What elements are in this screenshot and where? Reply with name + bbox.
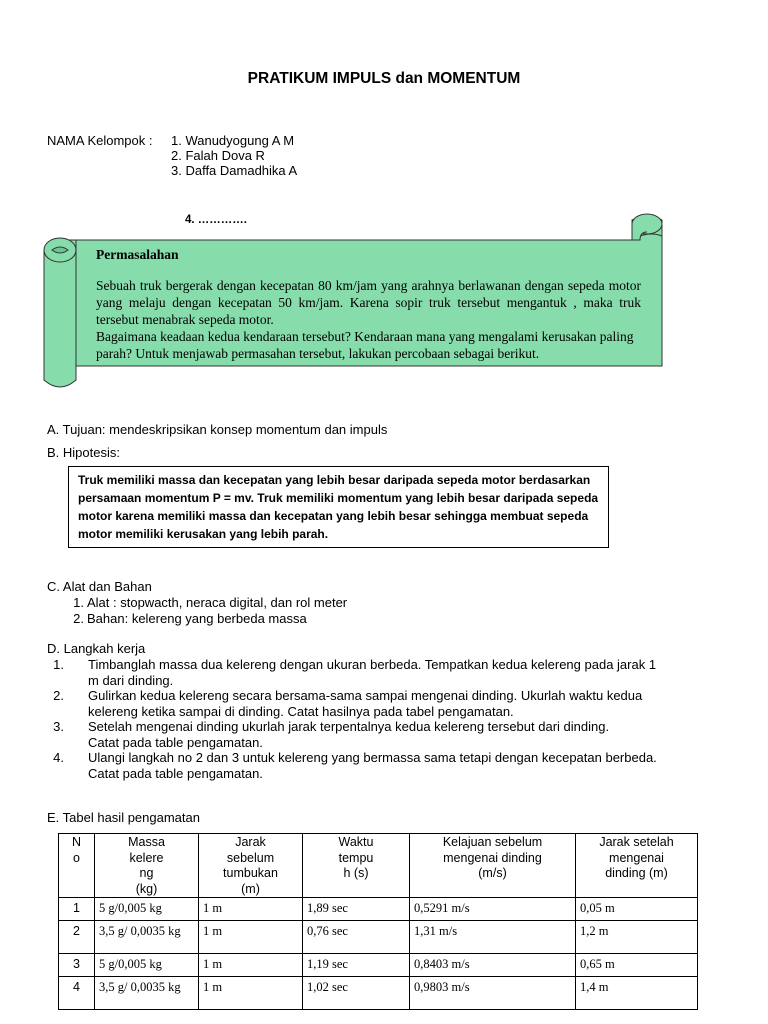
table-row <box>59 921 698 954</box>
table-cell: 4 <box>59 977 95 1010</box>
list-number: 1. <box>73 595 84 610</box>
section-c-heading: C. Alat dan Bahan <box>47 579 152 594</box>
table-cell: 1,02 sec <box>303 977 410 1010</box>
step-number: 4. <box>53 750 64 765</box>
table-cell: 1 m <box>199 954 303 977</box>
table-cell: 1,31 m/s <box>410 921 576 954</box>
table-cell: 0,5291 m/s <box>410 898 576 921</box>
header-mass: Massa kelere ng (kg) <box>95 834 199 898</box>
table-row <box>59 898 698 921</box>
table-cell: 0,9803 m/s <box>410 977 576 1010</box>
observation-table <box>58 833 698 1010</box>
table-cell: 1,19 sec <box>303 954 410 977</box>
problem-text <box>96 277 641 362</box>
group-member-3: 3. Daffa Damadhika A <box>171 163 298 178</box>
group-member-2: 2. Falah Dova R <box>171 148 265 163</box>
table-cell: 3 <box>59 954 95 977</box>
step-line: Catat pada table pengamatan. <box>88 734 263 750</box>
table-cell: 1 m <box>199 977 303 1010</box>
table-cell: 5 g/0,005 kg <box>95 954 199 977</box>
problem-paragraph-2: Bagaimana keadaan kedua kendaraan tersebut? Kendaraan mana yang mengalami kerusakan paling parah? Untuk menjawab permasahan tersebut, lakukan percobaan sebagai berikut. <box>96 329 634 361</box>
table-cell: 3,5 g/ 0,0035 kg <box>95 977 199 1010</box>
table-row <box>59 954 698 977</box>
step-line: kelereng ketika sampai di dinding. Catat hasilnya pada tabel pengamatan. <box>88 703 514 719</box>
header-time: Waktu tempu h (s) <box>303 834 410 898</box>
header-no: N o <box>59 834 95 898</box>
step-line: Gulirkan kedua kelereng secara bersama-sama sampai mengenai dinding. Ukurlah waktu kedua <box>88 688 643 703</box>
table-cell: 0,65 m <box>576 954 698 977</box>
table-header-row <box>59 834 698 898</box>
section-e-heading: E. Tabel hasil pengamatan <box>47 810 200 825</box>
page-title: PRATIKUM IMPULS dan MOMENTUM <box>247 70 521 87</box>
hypothesis-box: Truk memiliki massa dan kecepatan yang lebih besar daripada sepeda motor berdasarkan persamaan momentum P = mv. Truk memiliki momentum yang lebih besar daripada sepeda motor karena memiliki massa dan kecepatan yang lebih besar sehingga membuat sepeda motor memiliki kerusakan yang lebih parah. <box>68 466 609 548</box>
list-text: Bahan: kelereng yang berbeda massa <box>87 611 307 626</box>
header-distance-after: Jarak setelah mengenai dinding (m) <box>576 834 698 898</box>
step-line: Setelah mengenai dinding ukurlah jarak terpentalnya kedua kelereng tersebut dari dinding. <box>88 719 610 734</box>
step-number: 3. <box>53 719 64 734</box>
group-member-4: 4. …………. <box>185 214 247 226</box>
table-cell: 3,5 g/ 0,0035 kg <box>95 921 199 954</box>
step-number: 2. <box>53 688 64 703</box>
table-cell: 0,76 sec <box>303 921 410 954</box>
group-label: NAMA Kelompok : <box>47 133 153 148</box>
step-line: Catat pada table pengamatan. <box>88 765 263 781</box>
step-line: m dari dinding. <box>88 672 174 688</box>
table-cell: 1,4 m <box>576 977 698 1010</box>
list-text: Alat : stopwacth, neraca digital, dan rol meter <box>87 595 348 610</box>
table-cell: 1,2 m <box>576 921 698 954</box>
table-cell: 5 g/0,005 kg <box>95 898 199 921</box>
table-cell: 1 m <box>199 898 303 921</box>
group-member-1: 1. Wanudyogung A M <box>171 133 295 148</box>
table-cell: 1 <box>59 898 95 921</box>
table-cell: 2 <box>59 921 95 954</box>
header-distance-before: Jarak sebelum tumbukan (m) <box>199 834 303 898</box>
table-cell: 0,05 m <box>576 898 698 921</box>
problem-title: Permasalahan <box>96 247 179 262</box>
table-cell: 1,89 sec <box>303 898 410 921</box>
header-speed: Kelajuan sebelum mengenai dinding (m/s) <box>410 834 576 898</box>
table-cell: 0,8403 m/s <box>410 954 576 977</box>
table-cell: 1 m <box>199 921 303 954</box>
table-row <box>59 977 698 1010</box>
problem-paragraph-1: Sebuah truk bergerak dengan kecepatan 80 km/jam yang arahnya berlawanan dengan sepeda motor yang melaju dengan kecepatan 50 km/jam. Karena sopir truk tersebut mengantuk , maka truk tersebut menabrak sepeda motor. <box>96 278 641 327</box>
step-line: Timbanglah massa dua kelereng dengan ukuran berbeda. Tempatkan kedua kelereng pada jarak 1 <box>88 657 657 672</box>
section-b-heading: B. Hipotesis: <box>47 445 120 460</box>
step-line: Ulangi langkah no 2 dan 3 untuk kelereng yang bermassa sama tetapi dengan kecepatan berbeda. <box>88 750 657 765</box>
list-number: 2. <box>73 611 84 626</box>
section-d-heading: D. Langkah kerja <box>47 641 146 656</box>
section-a: A. Tujuan: mendeskripsikan konsep momentum dan impuls <box>47 422 388 437</box>
step-number: 1. <box>53 657 64 672</box>
